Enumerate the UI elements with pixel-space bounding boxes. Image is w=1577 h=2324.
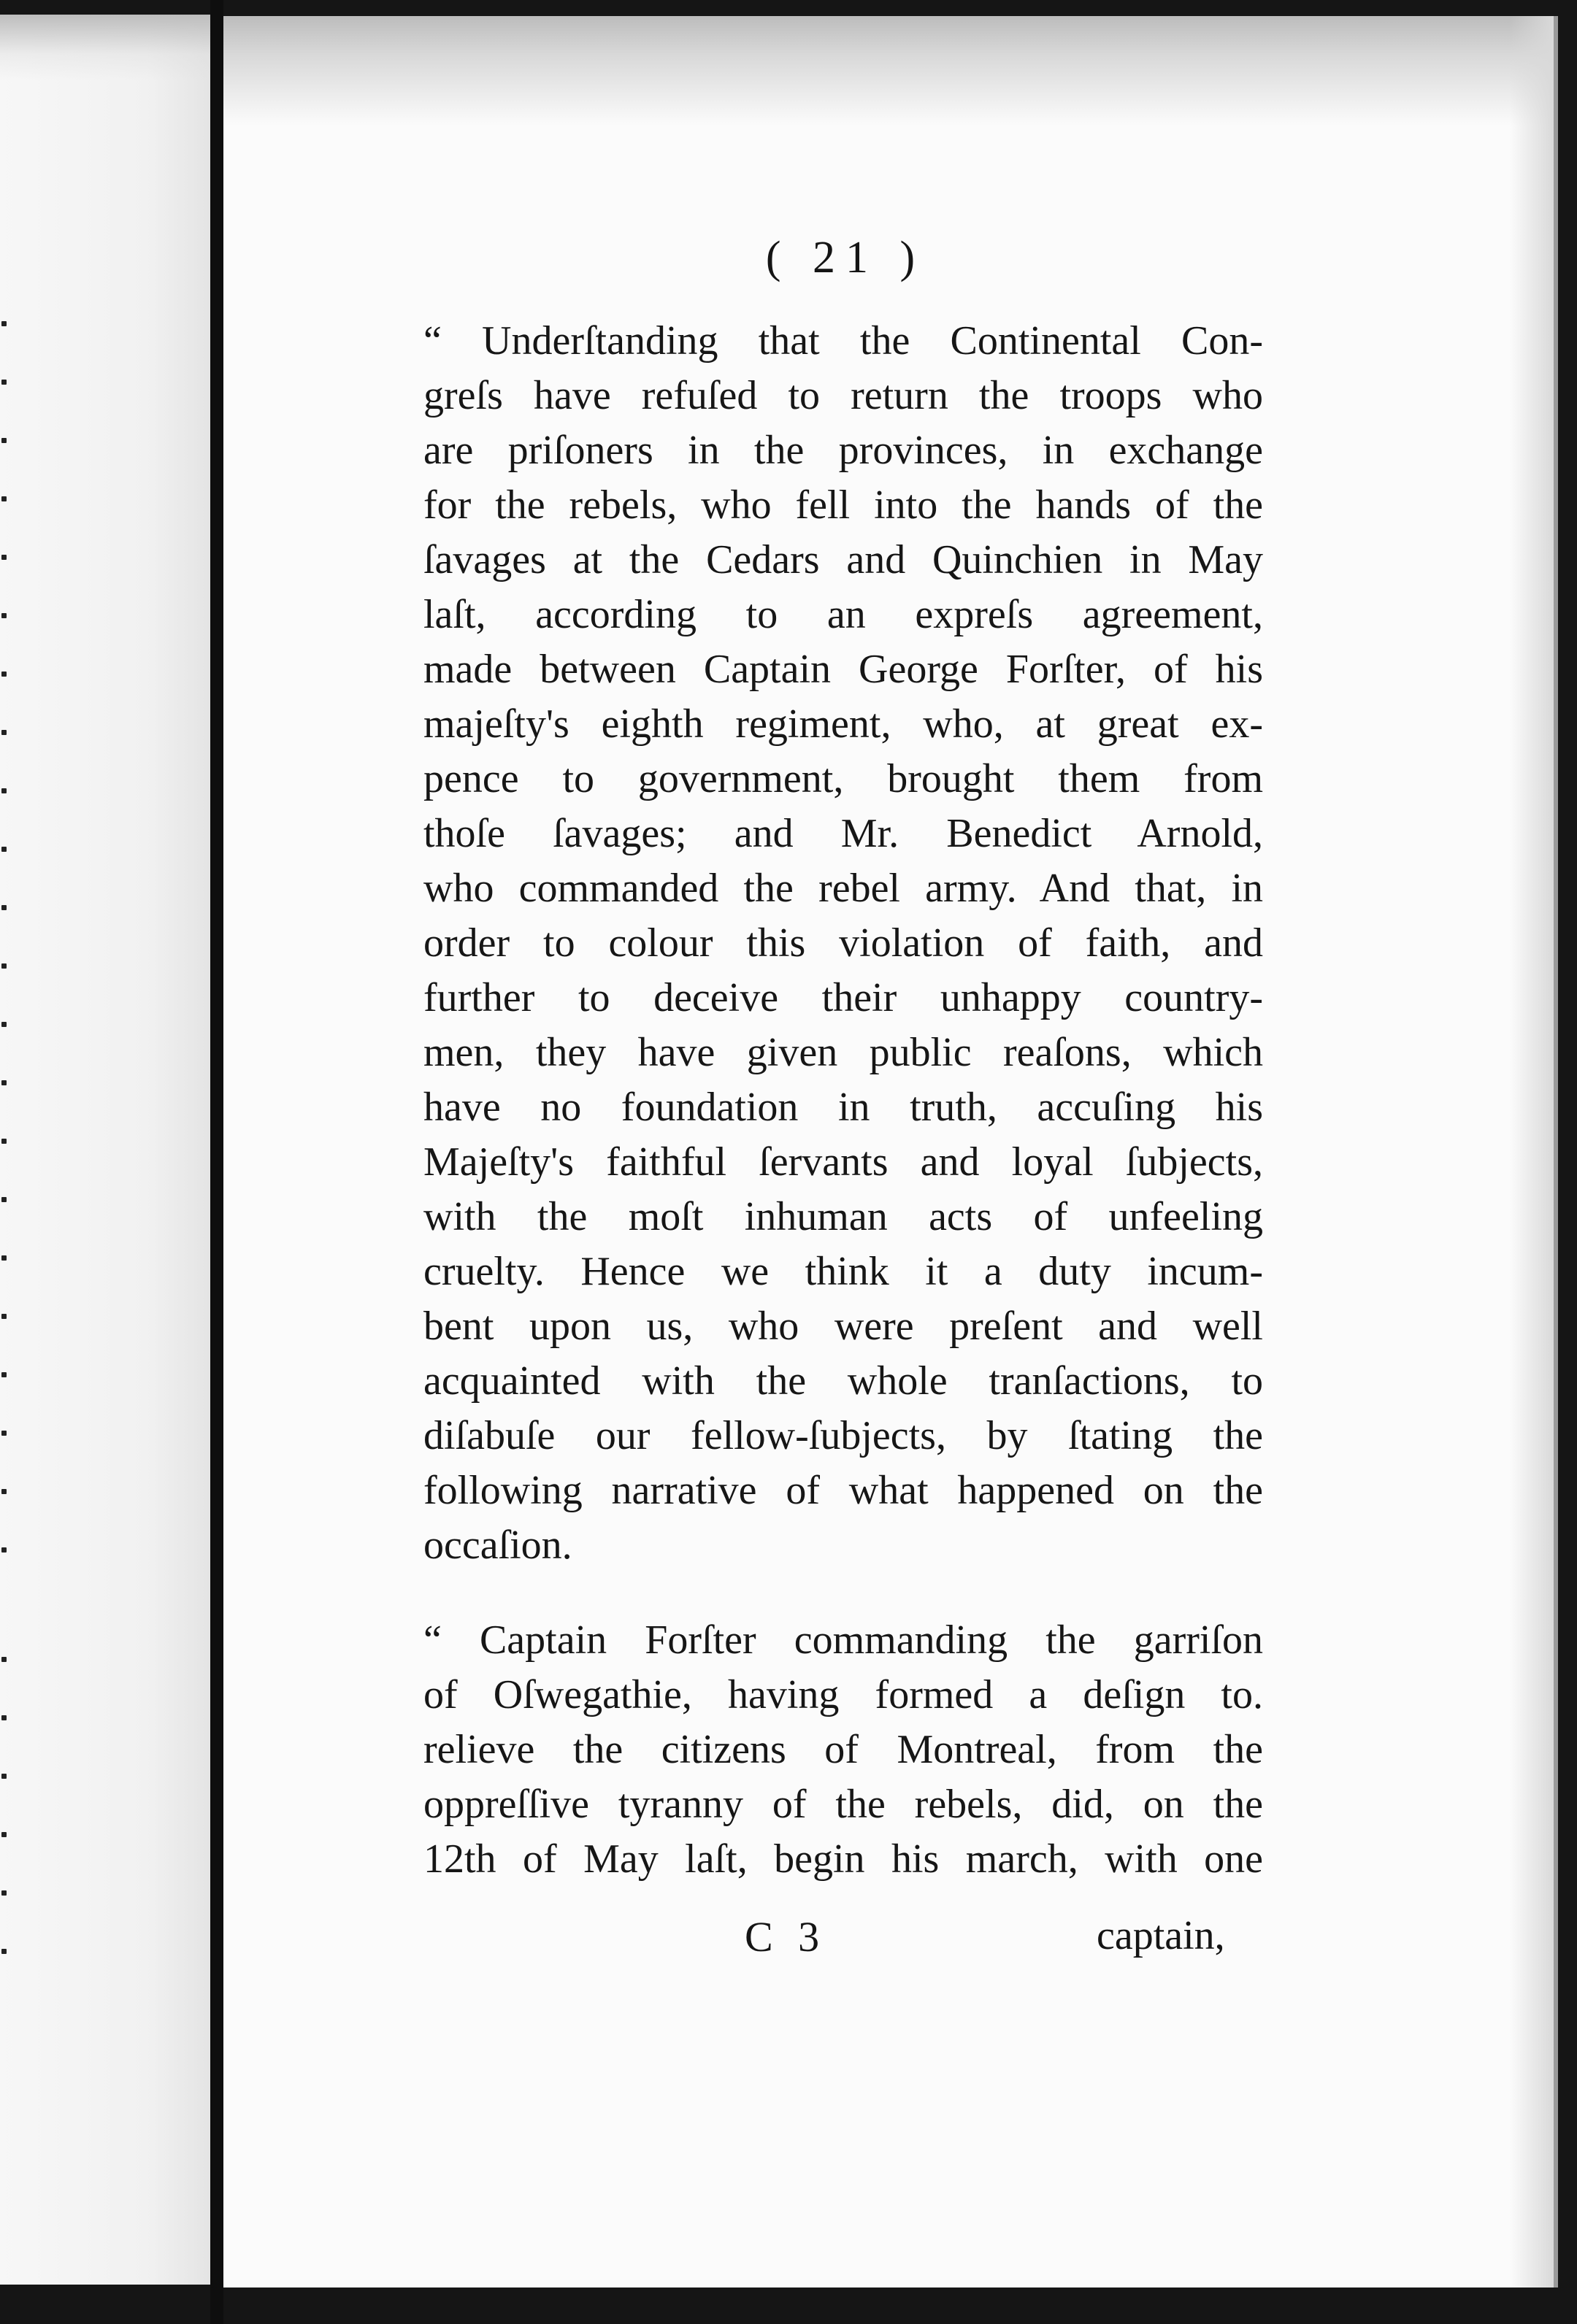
text-line: with the moſt inhuman acts of unfeeling: [423, 1194, 1263, 1239]
text-line: laſt, according to an expreſs agreement,: [423, 592, 1263, 637]
text-line: thoſe ſavages; and Mr. Benedict Arnold,: [423, 811, 1263, 856]
text-line: acquainted with the whole tranſactions, to: [423, 1358, 1263, 1404]
catchword: captain,: [1097, 1913, 1225, 1958]
text-line: for the rebels, who fell into the hands of the: [423, 482, 1263, 528]
text-line: made between Captain George Forſter, of his: [423, 647, 1263, 692]
book-gutter: [210, 0, 223, 2324]
signature-mark: C 3: [745, 1913, 827, 1961]
page-number: ( 21 ): [765, 233, 926, 282]
page-top-shadow: [223, 16, 1554, 126]
text-line: further to deceive their unhappy country-: [423, 975, 1263, 1020]
text-line: are priſoners in the provinces, in exchange: [423, 428, 1263, 473]
text-line: diſabuſe our fellow-ſubjects, by ſtating the: [423, 1413, 1263, 1458]
left-page-shadow: [0, 15, 210, 80]
text-line: order to colour this violation of faith, and: [423, 920, 1263, 966]
text-line: of Oſwegathie, having formed a deſign to.: [423, 1672, 1263, 1717]
text-line: occaſion.: [423, 1523, 572, 1568]
text-line: “ Captain Forſter commanding the garriſon: [423, 1617, 1263, 1663]
text-line: ſavages at the Cedars and Quinchien in May: [423, 537, 1263, 582]
text-line: cruelty. Hence we think it a duty incum-: [423, 1249, 1263, 1294]
text-line: relieve the citizens of Montreal, from the: [423, 1727, 1263, 1772]
text-line: bent upon us, who were preſent and well: [423, 1304, 1263, 1349]
page-edge-shadow: [1510, 16, 1554, 2288]
text-line: have no foundation in truth, accuſing his: [423, 1085, 1263, 1130]
text-line: majeſty's eighth regiment, who, at great ex-: [423, 701, 1263, 747]
text-line: following narrative of what happened on the: [423, 1468, 1263, 1513]
bleed-through-marks: [0, 15, 15, 2285]
text-line: Majeſty's faithful ſervants and loyal ſubjects,: [423, 1139, 1263, 1185]
text-line: who commanded the rebel army. And that, in: [423, 866, 1263, 911]
text-line: 12th of May laſt, begin his march, with one: [423, 1836, 1263, 1882]
text-line: men, they have given public reaſons, which: [423, 1030, 1263, 1075]
left-page-edge: [0, 15, 210, 2285]
paragraph-1: [423, 314, 1263, 1573]
text-line: oppreſſive tyranny of the rebels, did, on the: [423, 1782, 1263, 1827]
text-line: pence to government, brought them from: [423, 756, 1263, 801]
text-line: “ Underſtanding that the Continental Con-: [423, 318, 1263, 363]
text-line: greſs have refuſed to return the troops who: [423, 373, 1263, 418]
paragraph-2: [423, 1613, 1263, 1887]
